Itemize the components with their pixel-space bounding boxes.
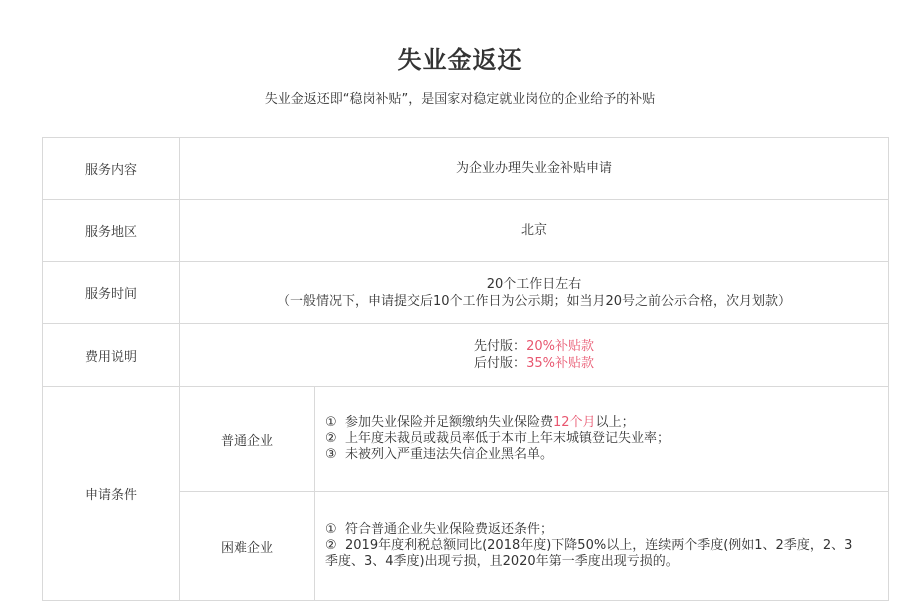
postpay-label: 后付版：	[474, 356, 527, 371]
service-content-value: 为企业办理失业金补贴申请	[180, 138, 889, 200]
service-region-value: 北京	[180, 200, 889, 262]
list-item: ② 上年度未裁员或裁员率低于本市上年末城镇登记失业率；	[325, 431, 671, 446]
normal-enterprise-conditions	[315, 387, 889, 492]
list-item: ① 符合普通企业失业保险费返还条件；	[325, 522, 554, 537]
prepay-value: 20%补贴款	[526, 339, 594, 354]
service-time-note: （一般情况下，申请提交后10个工作日为公示期；如当月20号之前公示合格，次月划款）	[276, 293, 792, 309]
conditions-label: 申请条件	[43, 387, 180, 601]
list-item: ① 参加失业保险并足额缴纳失业保险费12个月以上；	[325, 415, 635, 430]
service-time-duration: 20个工作日左右	[486, 276, 582, 292]
difficult-enterprise-conditions	[315, 492, 889, 601]
fee-label: 费用说明	[43, 324, 180, 387]
table-row	[43, 138, 889, 200]
highlight-months: 12个月	[553, 415, 596, 430]
page-subtitle: 失业金返还即“稳岗补贴”，是国家对稳定就业岗位的企业给予的补贴	[264, 92, 656, 107]
normal-enterprise-label: 普通企业	[180, 387, 315, 492]
fee-value	[180, 324, 889, 387]
page-title: 失业金返还	[397, 46, 523, 74]
service-region-label: 服务地区	[43, 200, 180, 262]
table-row	[43, 262, 889, 324]
list-item: ② 2019年度利税总额同比(2018年度)下降50%以上，连续两个季度(例如1、2季度，2、3	[325, 538, 853, 553]
postpay-value: 35%补贴款	[526, 356, 594, 371]
table-row	[43, 200, 889, 262]
list-item-continuation: 季度、3、4季度)出现亏损，且2020年第一季度出现亏损的。	[325, 554, 679, 569]
service-time-label: 服务时间	[43, 262, 180, 324]
table-row	[43, 387, 889, 492]
postpay-line	[190, 355, 878, 372]
prepay-label: 先付版：	[474, 339, 527, 354]
service-time-value	[180, 262, 889, 324]
difficult-enterprise-label: 困难企业	[180, 492, 315, 601]
service-content-label: 服务内容	[43, 138, 180, 200]
prepay-line	[190, 338, 878, 355]
service-info-table	[42, 137, 889, 601]
list-item: ③ 未被列入严重违法失信企业黑名单。	[325, 447, 554, 462]
table-row	[43, 324, 889, 387]
